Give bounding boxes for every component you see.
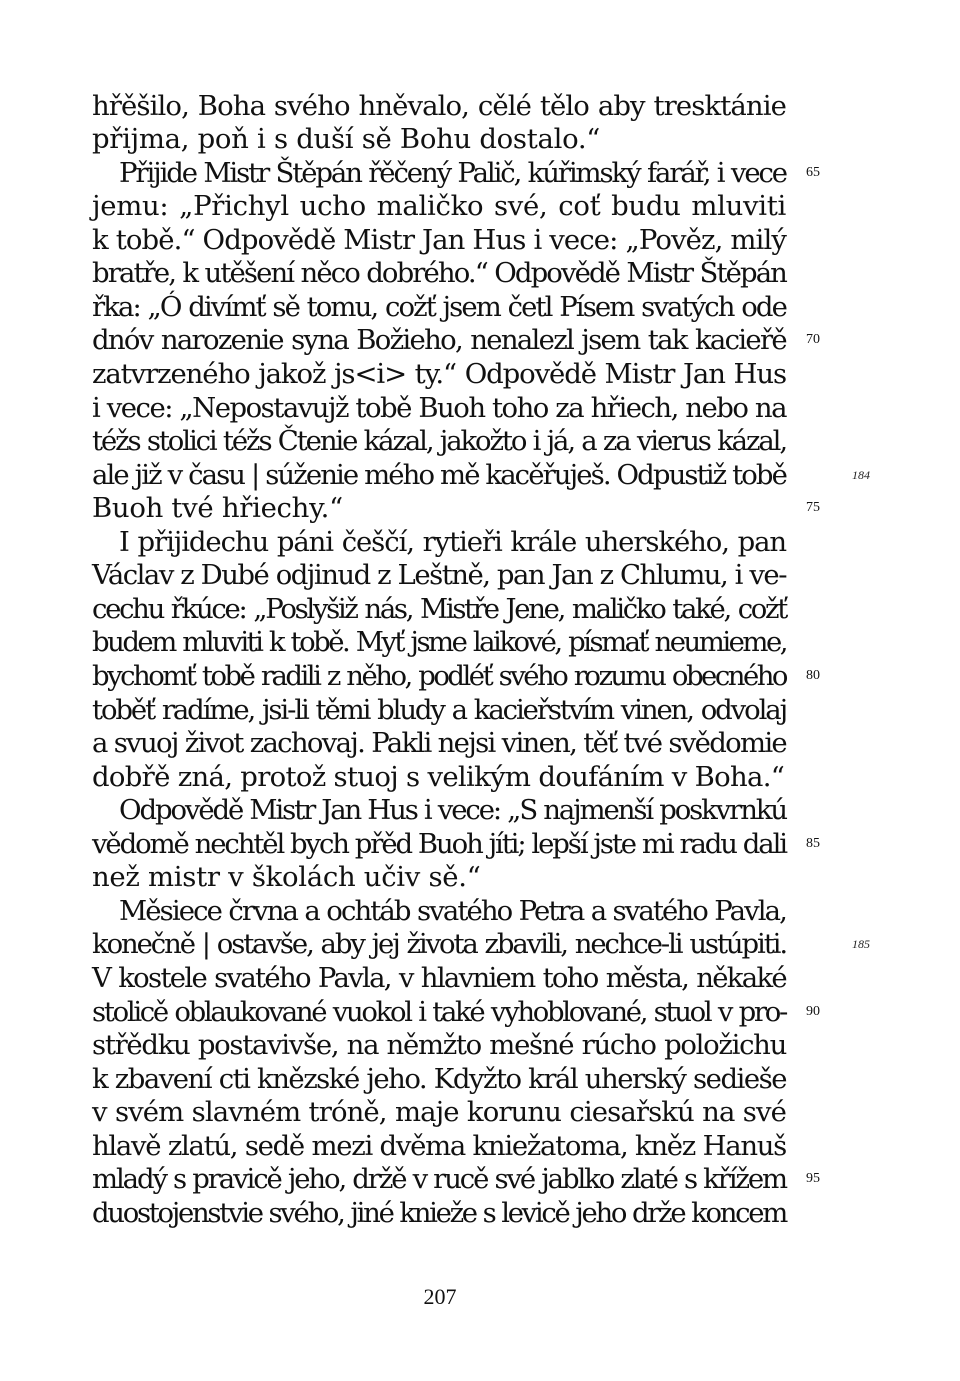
text-line: I přijidechu páni češčí, rytieři krále uherského, pan (119, 526, 786, 558)
text-line: konečně | ostavše, aby jej života zbavili, nechce-li ustúpiti. (92, 928, 786, 960)
text-line: Václav z Dubé odjinud z Leštně, pan Jan z Chlumu, i ve- (92, 559, 786, 591)
text-line: zatvrzeného jakož js<i> ty.“ Odpovědě Mistr Jan Hus (92, 358, 786, 390)
line-number: 70 (806, 332, 820, 347)
text-line: řka: „Ó divímť sě tomu, cožť jsem četl Písem svatých ode (92, 291, 786, 323)
text-line: přijma, poň i s duší sě Bohu dostalo.“ (92, 123, 601, 155)
text-line: k zbavení cti knězské jeho. Kdyžto král uherský sedieše (92, 1063, 786, 1095)
text-line: duostojenstvie svého, jiné knieže s levicě jeho drže koncem (92, 1197, 786, 1229)
page-number: 207 (423, 1284, 457, 1309)
text-line: bratře, k utěšení něco dobrého.“ Odpovědě Mistr Štěpán (92, 257, 786, 289)
text-line: hlavě zlatú, sedě mezi dvěma kniežatoma, kněz Hanuš (92, 1130, 786, 1162)
text-line: V kostele svatého Pavla, v hlavniem toho města, někaké (92, 962, 786, 994)
text-line: k tobě.“ Odpovědě Mistr Jan Hus i vece: „Pověz, milý (92, 224, 786, 256)
text-line: Odpovědě Mistr Jan Hus i vece: „S najmenší poskvrnkú (119, 794, 786, 826)
text-line: jemu: „Přichyl ucho maličko své, coť budu mluviti (92, 190, 786, 222)
text-line: ale již v času | súženie mého mě kacěřuješ. Odpustiž tobě (92, 459, 786, 491)
line-number: 80 (806, 668, 820, 683)
line-number: 75 (806, 500, 820, 515)
line-number: 85 (806, 836, 820, 851)
text-line: dnóv narozenie syna Božieho, nenalezl jsem tak kacieřě (92, 324, 786, 356)
text-line: mladý s pravicě jeho, držě v rucě své jablko zlaté s křížem (92, 1163, 786, 1195)
text-line: stolicě oblaukované vuokol i také vyhoblované, stuol v pro- (92, 996, 786, 1028)
text-line: Buoh tvé hřiechy.“ (92, 492, 343, 524)
text-line: Měsiece črvna a ochtáb svatého Petra a svatého Pavla, (119, 895, 786, 927)
text-line: než mistr v školách učiv sě.“ (92, 861, 481, 893)
source-page-ref: 184 (852, 468, 870, 482)
line-number: 95 (806, 1171, 820, 1186)
text-line: hřěšilo, Boha svého hněvalo, cělé tělo aby tresktánie (92, 90, 786, 122)
text-line: cechu řkúce: „Poslyšiž nás, Mistře Jene, maličko také, cožť (92, 593, 786, 625)
text-line: toběť radíme, jsi-li těmi bludy a kacieřstvím vinen, odvolaj (92, 694, 786, 726)
text-line: střědku postavivše, na němžto mešné rúcho položichu (92, 1029, 786, 1061)
line-number: 65 (806, 165, 820, 180)
text-line: a svuoj život zachovaj. Pakli nejsi vinen, těť tvé svědomie (92, 727, 786, 759)
text-line: i vece: „Nepostavujž tobě Buoh toho za hřiech, nebo na (92, 392, 786, 424)
text-line: budem mluviti k tobě. Myť jsme laikové, písmať neumieme, (92, 626, 786, 658)
text-line: téžs stolici téžs Čtenie kázal, jakožto i já, a za vierus kázal, (92, 425, 786, 457)
text-line: Přijide Mistr Štěpán řěčený Palič, kúřimský farář, i vece (119, 157, 786, 189)
source-page-ref: 185 (852, 937, 870, 951)
text-line: v svém slavném tróně, maje korunu ciesařskú na své (92, 1096, 786, 1128)
text-line: dobřě zná, protož stuoj s velikým doufáním v Boha.“ (92, 761, 785, 793)
text-line: vědomě nechtěl bych přěd Buoh jíti; lepší jste mi radu dali (92, 828, 786, 860)
line-number: 90 (806, 1004, 820, 1019)
text-line: bychomť tobě radili z něho, podléť svého rozumu obecného (92, 660, 786, 692)
